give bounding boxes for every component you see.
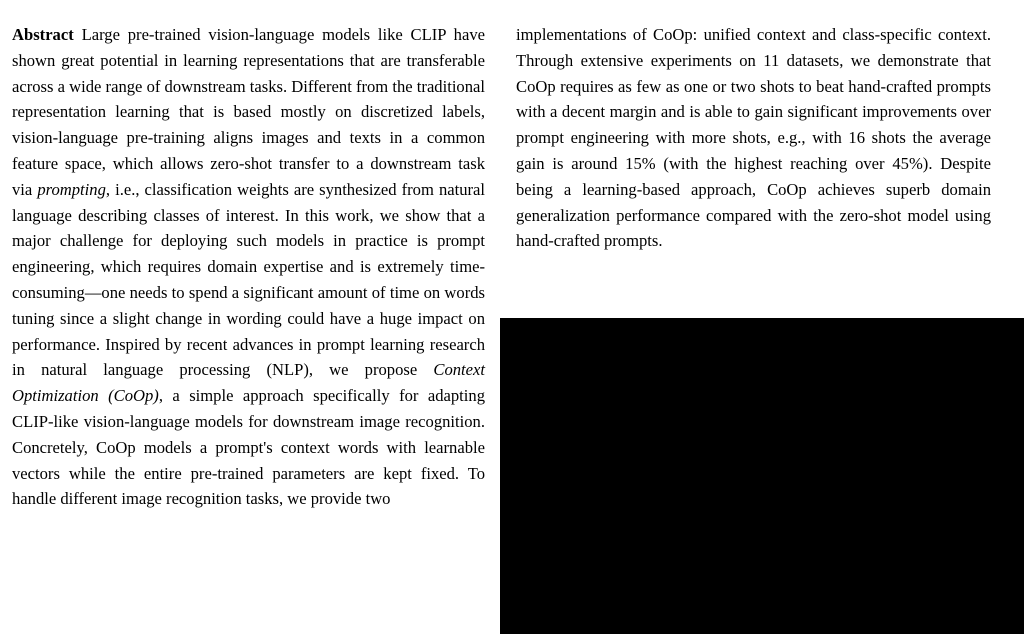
abstract-continuation-paragraph: implementations of CoOp: unified context and class-specific context. Through extensive experiments on 11 datasets, we demonstrate that CoOp requires as few as one or two shots to beat hand-crafted prompts with a decent margin and is able to gain significant improvements over prompt engineering with more shots, e.g., with 16 shots the average gain is around 15% (with the highest reaching over 45%). Despite being a learning-based approach, CoOp achieves superb domain generalization performance compared with the zero-shot model using hand-crafted prompts. — [516, 25, 991, 251]
abstract-right-column — [516, 22, 991, 254]
abstract-text-part-2: , i.e., classification weights are synthesized from natural language describing classes of interest. In this work, we show that a major challenge for deploying such models in practice is prompt engineering, which requires domain expertise and is extremely time-consuming—one needs to spend a significant amount of time on words tuning since a slight change in wording could have a huge impact on performance. Inspired by recent advances in prompt learning research in natural language processing (NLP), we propose — [12, 179, 486, 380]
abstract-text-part-1: Large pre-trained vision-language models like CLIP have shown great potential in learning representations that are transferable across a wide range of downstream tasks. Different from the traditional representation learning that is based mostly on discretized labels, vision-language pre-training aligns images and texts in a common feature space, which allows zero-shot transfer to a downstream task via — [12, 25, 485, 199]
abstract-left-column — [12, 22, 485, 512]
abstract-italic-context-optimization: Context Optimization (CoOp) — [12, 360, 485, 406]
abstract-heading: Abstract — [12, 25, 74, 44]
abstract-paragraph — [12, 22, 485, 512]
abstract-text-part-3: , a simple approach specifically for adapting CLIP-like vision-language models for downstream image recognition. Concretely, CoOp models a prompt's context words with learnable vectors while the entire pre-trained parameters are kept fixed. To handle different image recognition tasks, we provide two — [12, 386, 485, 509]
abstract-italic-prompting: prompting — [37, 179, 106, 199]
